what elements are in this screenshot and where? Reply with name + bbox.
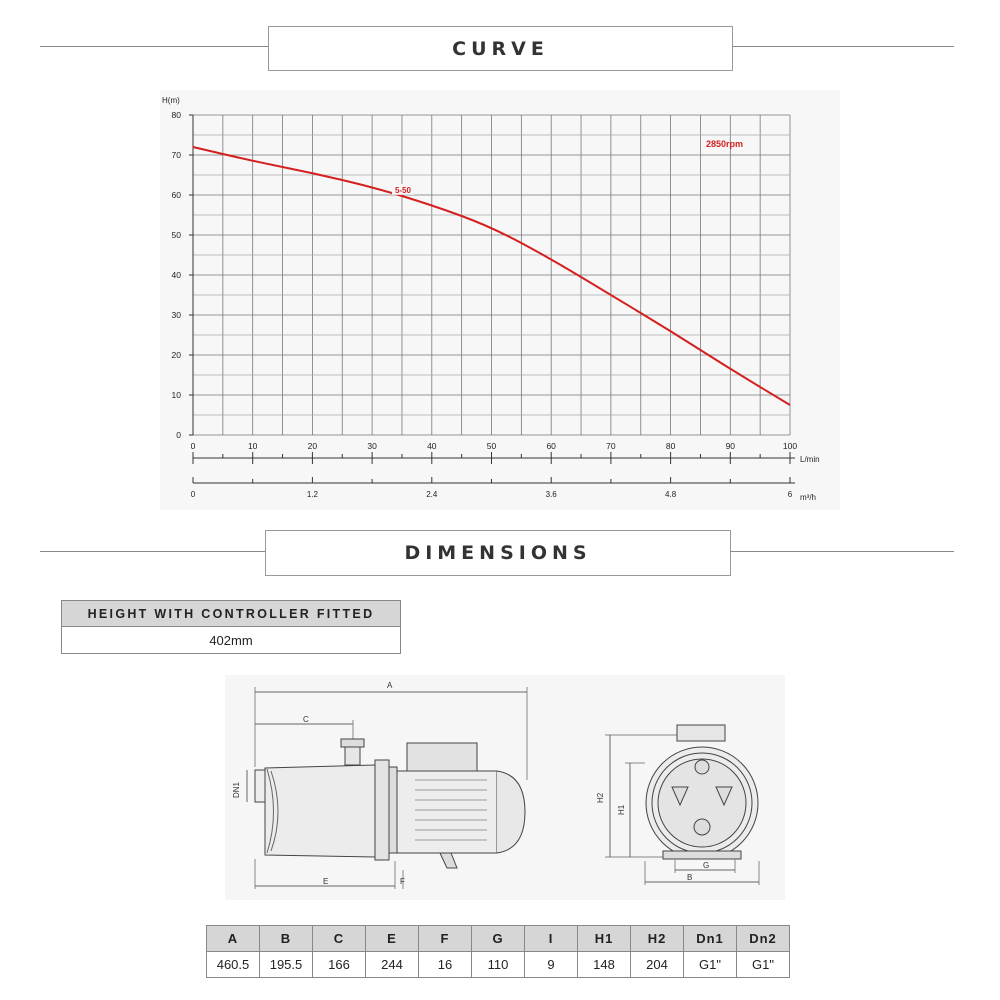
cell-i: 9 [525,952,578,978]
controller-height-header: HEIGHT WITH CONTROLLER FITTED [62,601,400,627]
label-g: G [703,861,710,870]
pump-curve-chart [160,90,840,510]
x-tick-label: 30 [367,441,377,451]
col-header-a: A [207,926,260,952]
dimensions-table-header-row [207,926,790,952]
dimensions-table-row [207,952,790,978]
x-tick-label: 90 [725,441,736,451]
dimensions-table [206,925,790,978]
controller-height-box [61,600,401,654]
speed-label: 2850rpm [706,139,744,149]
x2-tick-label: 4.8 [665,490,677,499]
y-tick-label: 80 [171,110,181,120]
cell-a: 460.5 [207,952,260,978]
curve-rule-right [732,46,954,47]
series-label: 5-50 [394,185,411,195]
col-header-c: C [313,926,366,952]
cell-dn1: G1" [684,952,737,978]
y-tick-label: 30 [171,310,181,320]
dimensions-section-title: DIMENSIONS [265,530,731,576]
label-h2: H2 [596,792,605,803]
y-tick-label: 70 [171,150,181,160]
chart-background [160,90,840,510]
label-c: C [303,715,309,724]
y-tick-label: 40 [171,270,181,280]
x-tick-label: 80 [665,441,676,451]
cell-dn2: G1" [737,952,790,978]
cell-b: 195.5 [260,952,313,978]
col-header-h1: H1 [578,926,631,952]
label-f: F [400,877,405,886]
dimensions-rule-left [40,551,265,552]
dimensions-rule-right [730,551,954,552]
cell-e: 244 [366,952,419,978]
y-tick-label: 60 [171,190,181,200]
y-tick-label: 0 [176,430,181,440]
label-h1: H1 [617,804,626,815]
y-tick-label: 50 [171,230,181,240]
y-tick-label: 20 [171,350,181,360]
chart-grid [193,115,790,435]
curve-rule-left [40,46,268,47]
cell-f: 16 [419,952,472,978]
x-tick-label: 60 [546,441,556,451]
x-axis-label: L/min [800,455,820,464]
cell-h1: 148 [578,952,631,978]
label-b: B [687,873,693,882]
controller-height-value: 402mm [209,632,253,648]
x-tick-label: 10 [247,441,258,451]
x2-axis-label: m³/h [800,493,816,502]
y-axis-label: H(m) [162,96,180,105]
x-tick-label: 0 [190,441,196,451]
col-header-e: E [366,926,419,952]
x-tick-label: 70 [606,441,616,451]
x2-tick-label: 0 [190,490,196,499]
x-tick-label: 40 [427,441,437,451]
label-a: A [387,681,393,690]
y-tick-label: 10 [171,390,181,400]
col-header-h2: H2 [631,926,684,952]
x2-tick-label: 2.4 [426,490,438,499]
cell-c: 166 [313,952,366,978]
col-header-f: F [419,926,472,952]
label-dn1: DN1 [232,781,241,798]
cell-h2: 204 [631,952,684,978]
x-tick-label: 20 [307,441,318,451]
x2-tick-label: 1.2 [306,490,318,499]
col-header-dn2: Dn2 [737,926,790,952]
pump-dimension-drawing [225,675,785,900]
curve-section-title: CURVE [268,26,733,71]
x2-tick-label: 6 [787,490,793,499]
col-header-dn1: Dn1 [684,926,737,952]
x-tick-label: 100 [782,441,798,451]
col-header-g: G [472,926,525,952]
x2-tick-label: 3.6 [545,490,557,499]
x-tick-label: 50 [486,441,497,451]
col-header-b: B [260,926,313,952]
cell-g: 110 [472,952,525,978]
label-e: E [323,877,329,886]
col-header-i: I [525,926,578,952]
